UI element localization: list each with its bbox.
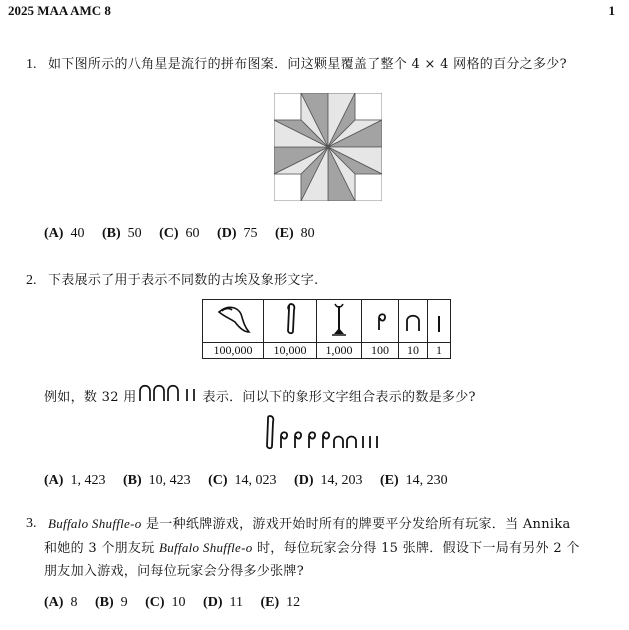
question-3-number: 3. — [26, 516, 37, 531]
value-label: 1,000 — [317, 343, 362, 359]
value-label: 10 — [399, 343, 428, 359]
choice-a[interactable]: (A) 1, 423 — [44, 473, 106, 488]
choice-e[interactable]: (E) 14, 230 — [379, 473, 448, 488]
exam-title: 2025 MAA AMC 8 — [8, 3, 111, 18]
choice-d[interactable]: (D) 75 — [217, 226, 258, 241]
question-2-choices — [44, 473, 462, 489]
choice-c[interactable]: (C) 60 — [159, 226, 200, 241]
eight-point-star-figure — [274, 93, 382, 201]
choice-a[interactable]: (A) 40 — [44, 226, 85, 241]
hieroglyph-table — [202, 299, 451, 359]
value-label: 100,000 — [203, 343, 264, 359]
stroke-glyph-icon — [428, 300, 451, 343]
tadpole-glyph-icon — [203, 300, 264, 343]
coil-glyph-icon — [362, 300, 399, 343]
choice-c[interactable]: (C) 14, 023 — [208, 473, 277, 488]
heel-glyph-icon — [399, 300, 428, 343]
value-label: 100 — [362, 343, 399, 359]
value-label: 1 — [428, 343, 451, 359]
example-line: 例如，数 32 用 表示．问以下的象形文字组合表示的数是多少? — [44, 381, 476, 410]
question-2-number: 2. — [26, 273, 37, 288]
number-32-glyphs-icon — [137, 381, 203, 403]
lotus-glyph-icon — [317, 300, 362, 343]
question-3-choices — [44, 595, 314, 611]
choice-d[interactable]: (D) 11 — [203, 595, 243, 610]
choice-b[interactable]: (B) 50 — [101, 226, 142, 241]
question-1-choices — [44, 226, 329, 242]
question-3-text-line-3: 朋友加入游戏，问每位玩家会分得多少张牌? — [44, 564, 304, 579]
choice-b[interactable]: (B) 10, 423 — [122, 473, 191, 488]
choice-e[interactable]: (E) 12 — [260, 595, 301, 610]
question-3-text: Buffalo Shuffle-o 是一种纸牌游戏，游戏开始时所有的牌要平分发给所有玩家．当 Annika — [48, 516, 571, 532]
question-3-text-line-2: 和她的 3 个朋友玩 Buffalo Shuffle-o 时，每位玩家会分得 15 张牌．假设下一局有另外 2 个 — [44, 540, 580, 556]
choice-c[interactable]: (C) 10 — [145, 595, 186, 610]
choice-a[interactable]: (A) 8 — [44, 595, 78, 610]
choice-d[interactable]: (D) 14, 203 — [294, 473, 363, 488]
choice-b[interactable]: (B) 9 — [94, 595, 128, 610]
hieroglyph-combination-icon — [262, 412, 392, 452]
page-number: 1 — [608, 3, 615, 18]
value-label: 10,000 — [264, 343, 317, 359]
finger-glyph-icon — [264, 300, 317, 343]
question-1-number: 1. — [26, 57, 37, 72]
choice-e[interactable]: (E) 80 — [274, 226, 315, 241]
question-2-text: 下表展示了用于表示不同数的古埃及象形文字. — [48, 273, 319, 288]
question-1-text: 如下图所示的八角星是流行的拼布图案．问这颗星覆盖了整个 4 × 4 网格的百分之多少? — [48, 57, 567, 72]
